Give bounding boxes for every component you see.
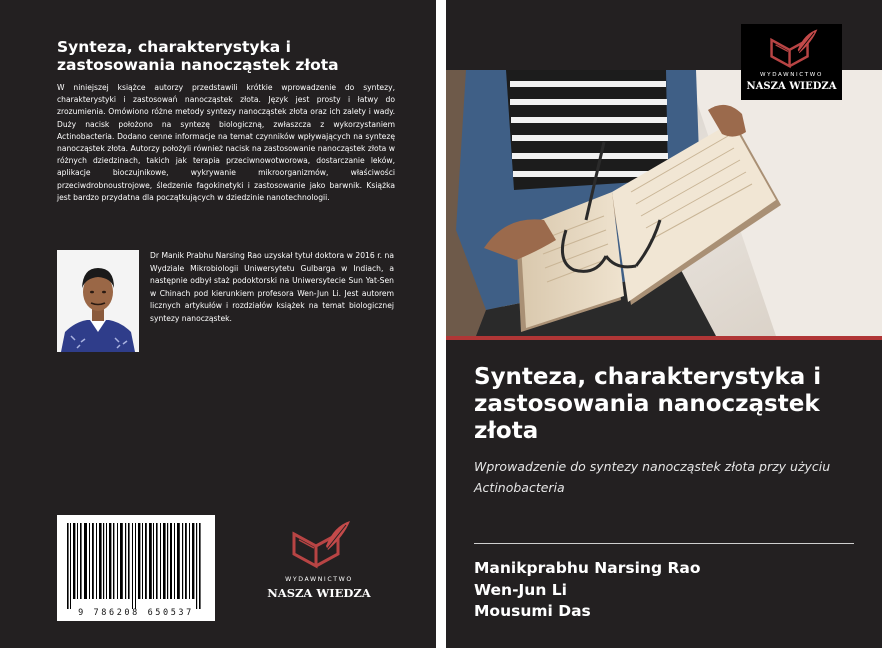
book-feather-icon (765, 28, 819, 70)
isbn-barcode (57, 515, 215, 621)
front-cover (446, 0, 882, 648)
publisher-label: WYDAWNICTWO (285, 576, 353, 583)
back-cover (0, 0, 436, 648)
publisher-logo-front (741, 24, 842, 100)
cover-photo-reading-book (446, 70, 882, 336)
barcode-number: 9 786208 650537 (78, 608, 194, 618)
publisher-name: NASZA WIEDZA (267, 586, 371, 600)
author-name: Manikprabhu Narsing Rao (474, 559, 701, 577)
author-portrait-image (57, 250, 139, 352)
barcode-image (57, 515, 215, 621)
title-author-divider (474, 543, 854, 544)
author-name: Mousumi Das (474, 602, 591, 620)
publisher-logo-back (258, 520, 380, 602)
publisher-label: WYDAWNICTWO (760, 72, 823, 78)
back-cover-title: Synteza, charakterystyka i zastosowania nanocząstek złota (57, 38, 339, 74)
author-name: Wen-Jun Li (474, 580, 567, 599)
book-subtitle: Wprowadzenie do syntezy nanocząstek złota przy użyciu Actinobacteria (474, 459, 831, 495)
publisher-name: NASZA WIEDZA (746, 81, 837, 92)
reading-woman-illustration (446, 70, 882, 336)
spine (436, 0, 446, 648)
author-bio: Dr Manik Prabhu Narsing Rao uzyskał tytuł doktora w 2016 r. na Wydziale Mikrobiologii Uniwersytetu Gulbarga w Indiach, a następnie odbył staż podoktorski na Uniwersytecie Sun Yat-Sen w Chinach pod kierunkiem profesora Wen-Jun Li. Jest autorem licznych artykułów i rozdziałów książek na temat biologicznej syntezy nanocząstek. (150, 251, 394, 323)
accent-divider (446, 336, 882, 340)
book-feather-icon (286, 520, 352, 570)
author-photo (57, 250, 139, 352)
book-description: W niniejszej książce autorzy przedstawili krótkie wprowadzenie do syntezy, charakterystyki i zastosowań nanocząstek złota. Język jest prosty i łatwy do zrozumienia. Omówiono różne metody syntezy nanocząstek złota oraz ich zalety i wady. Duży nacisk położono na syntezę biologiczną, zwłaszcza z wykorzystaniem Actinobacteria. Dodano cenne informacje na temat czynników wpływających na syntezę nanocząstek złota. Autorzy położyli również nacisk na zastosowanie nanocząstek złota w różnych dziedzinach, takich jak terapia przeciwnowotworowa, dostarczanie leków, aplikacje bioczujnikowe, wykrywanie mikroorganizmów, właściwości przeciwdrobnoustrojowe, śledzenie fagokinetyki i zastosowanie jako barwnik. Książka jest bardzo przydatna dla początkujących w dziedzinie nanotechnologii. (57, 83, 395, 202)
author-list (474, 558, 700, 623)
book-title: Synteza, charakterystyka i zastosowania nanocząstek złota (474, 364, 822, 444)
